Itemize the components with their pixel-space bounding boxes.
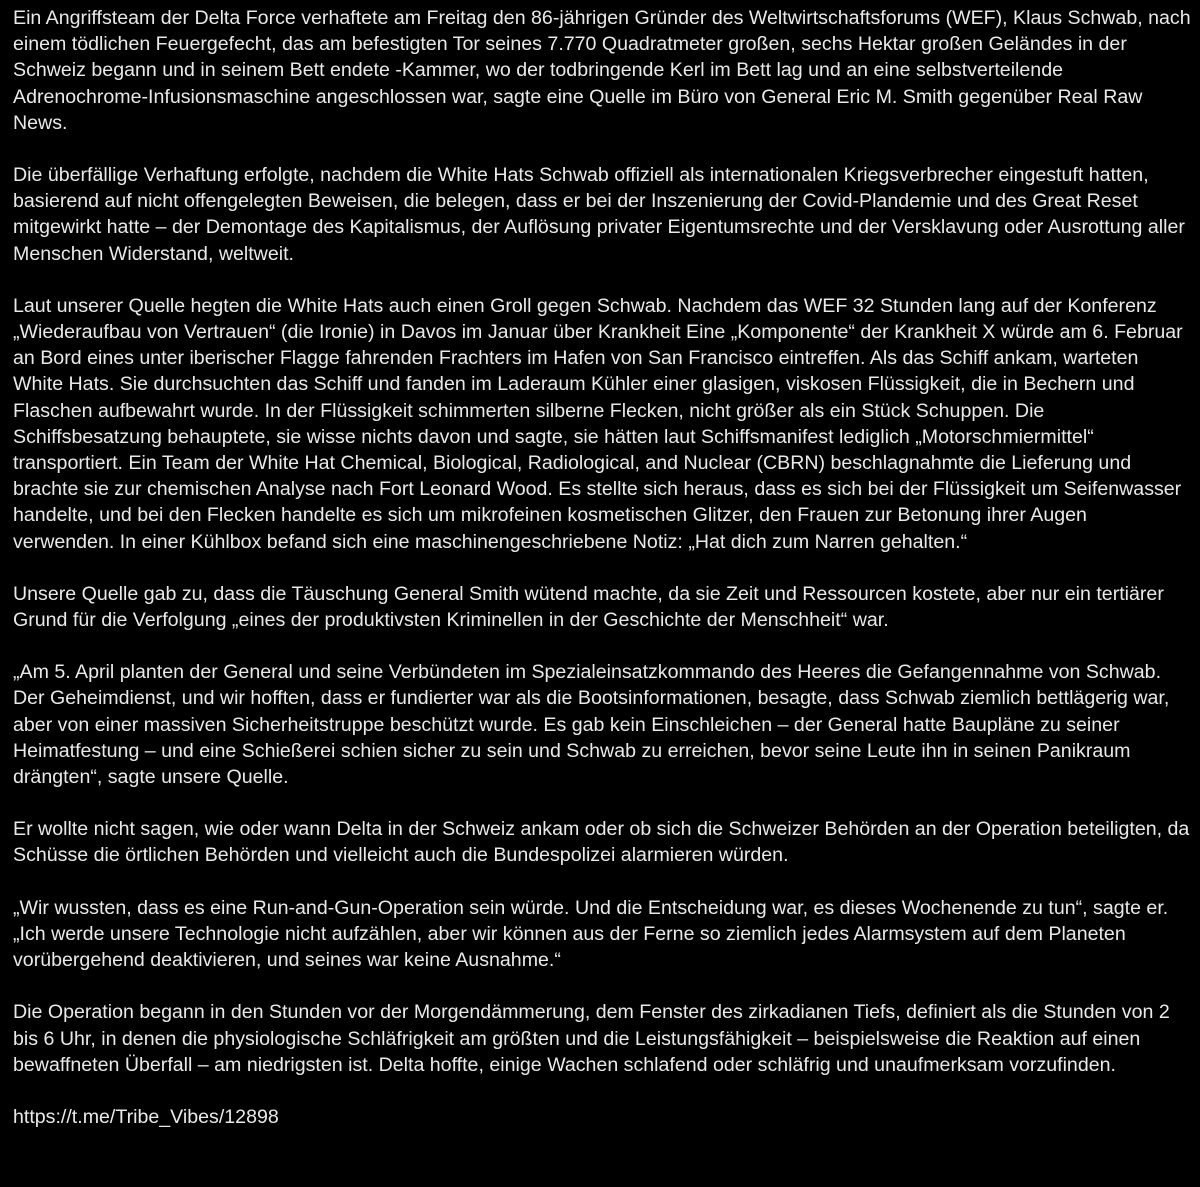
article-paragraph-7: „Wir wussten, dass es eine Run-and-Gun-Operation sein würde. Und die Entscheidung war, es dieses Wochenende zu tun“, sagte er. „Ich werde unsere Technologie nicht aufzählen, aber wir können aus der Ferne so ziemlich jedes Alarmsystem auf dem Planeten vorübergehend deaktivieren, und seines war keine Ausnahme.“ [13,896,1169,972]
article-paragraph-1: Ein Angriffsteam der Delta Force verhaftete am Freitag den 86-jährigen Gründer des Weltwirtschaftsforums (WEF), Klaus Schwab, nach einem tödlichen Feuergefecht, das am befestigten Tor seines 7.770 Quadratmeter großen, sechs Hektar großen Geländes in der Schweiz begann und in seinem Bett endete -Kammer, wo der todbringende Kerl im Bett lag und an eine selbstverteilende Adrenochrome-Infusionsmaschine angeschlossen war, sagte eine Quelle im Büro von General Eric M. Smith gegenüber Real Raw News. [13,7,1191,134]
telegram-link[interactable]: https://t.me/Tribe_Vibes/12898 [13,1105,279,1128]
article-body [13,5,1193,1130]
article-paragraph-5: „Am 5. April planten der General und seine Verbündeten im Spezialeinsatzkommando des Heeres die Gefangennahme von Schwab. Der Geheimdienst, und wir hofften, dass er fundierter war als die Bootsinformationen, besagte, dass Schwab ziemlich bettlägerig war, aber von einer massiven Sicherheitstruppe beschützt wurde. Es gab kein Einschleichen – der General hatte Baupläne zu seiner Heimatfestung – und eine Schießerei schien sicher zu sein und Schwab zu erreichen, bevor seine Leute ihn in seinen Panikraum drängten“, sagte unsere Quelle. [13,661,1170,789]
article-paragraph-6: Er wollte nicht sagen, wie oder wann Delta in der Schweiz ankam oder ob sich die Schweizer Behörden an der Operation beteiligten, da Schüsse die örtlichen Behörden und vielleicht auch die Bundespolizei alarmieren würden. [13,818,1190,867]
article-paragraph-4: Unsere Quelle gab zu, dass die Täuschung General Smith wütend machte, da sie Zeit und Ressourcen kostete, aber nur ein tertiärer Grund für die Verfolgung „eines der produktivsten Kriminellen in der Geschichte der Menschheit“ war. [13,582,1164,632]
article-paragraph-8: Die Operation begann in den Stunden vor der Morgendämmerung, dem Fenster des zirkadianen Tiefs, definiert als die Stunden von 2 bis 6 Uhr, in denen die physiologische Schläfrigkeit am größten und die Leistungsfähigkeit – beispielsweise die Reaktion auf einen bewaffneten Überfall – am niedrigsten ist. Delta hoffte, einige Wachen schlafend oder schläfrig und unaufmerksam vorzufinden. [13,1001,1170,1076]
article-paragraph-2: Die überfällige Verhaftung erfolgte, nachdem die White Hats Schwab offiziell als internationalen Kriegsverbrecher eingestuft hatten, basierend auf nicht offengelegten Beweisen, die belegen, dass er bei der Inszenierung der Covid-Plandemie und des Great Reset mitgewirkt hatte – der Demontage des Kapitalismus, der Auflösung privater Eigentumsrechte und der Versklavung oder Ausrottung aller Menschen Widerstand, weltweit. [13,164,1185,265]
article-paragraph-3: Laut unserer Quelle hegten die White Hats auch einen Groll gegen Schwab. Nachdem das WEF 32 Stunden lang auf der Konferenz „Wiederaufbau von Vertrauen“ (die Ironie) in Davos im Januar über Krankheit Eine „Komponente“ der Krankheit X würde am 6. Februar an Bord eines unter iberischer Flagge fahrenden Frachters im Hafen von San Francisco eintreffen. Als das Schiff ankam, warteten White Hats. Sie durchsuchten das Schiff und fanden im Laderaum Kühler einer glasigen, viskosen Flüssigkeit, die in Bechern und Flaschen aufbewahrt wurde. In der Flüssigkeit schimmerten silberne Flecken, nicht größer als ein Stück Schuppen. Die Schiffsbesatzung behauptete, sie wisse nichts davon und sagte, sie hätten laut Schiffsmanifest lediglich „Motorschmiermittel“ transportiert. Ein Team der White Hat Chemical, Biological, Radiological, and Nuclear (CBRN) beschlagnahmte die Lieferung und brachte sie zur chemischen Analyse nach Fort Leonard Wood. Es stellte sich heraus, dass es sich bei der Flüssigkeit um Seifenwasser handelte, und bei den Flecken handelte es sich um mikrofeinen kosmetischen Glitzer, den Frauen zur Betonung ihrer Augen verwenden. In einer Kühlbox befand sich eine maschinengeschriebene Notiz: „Hat dich zum Narren gehalten.“ [13,294,1183,553]
